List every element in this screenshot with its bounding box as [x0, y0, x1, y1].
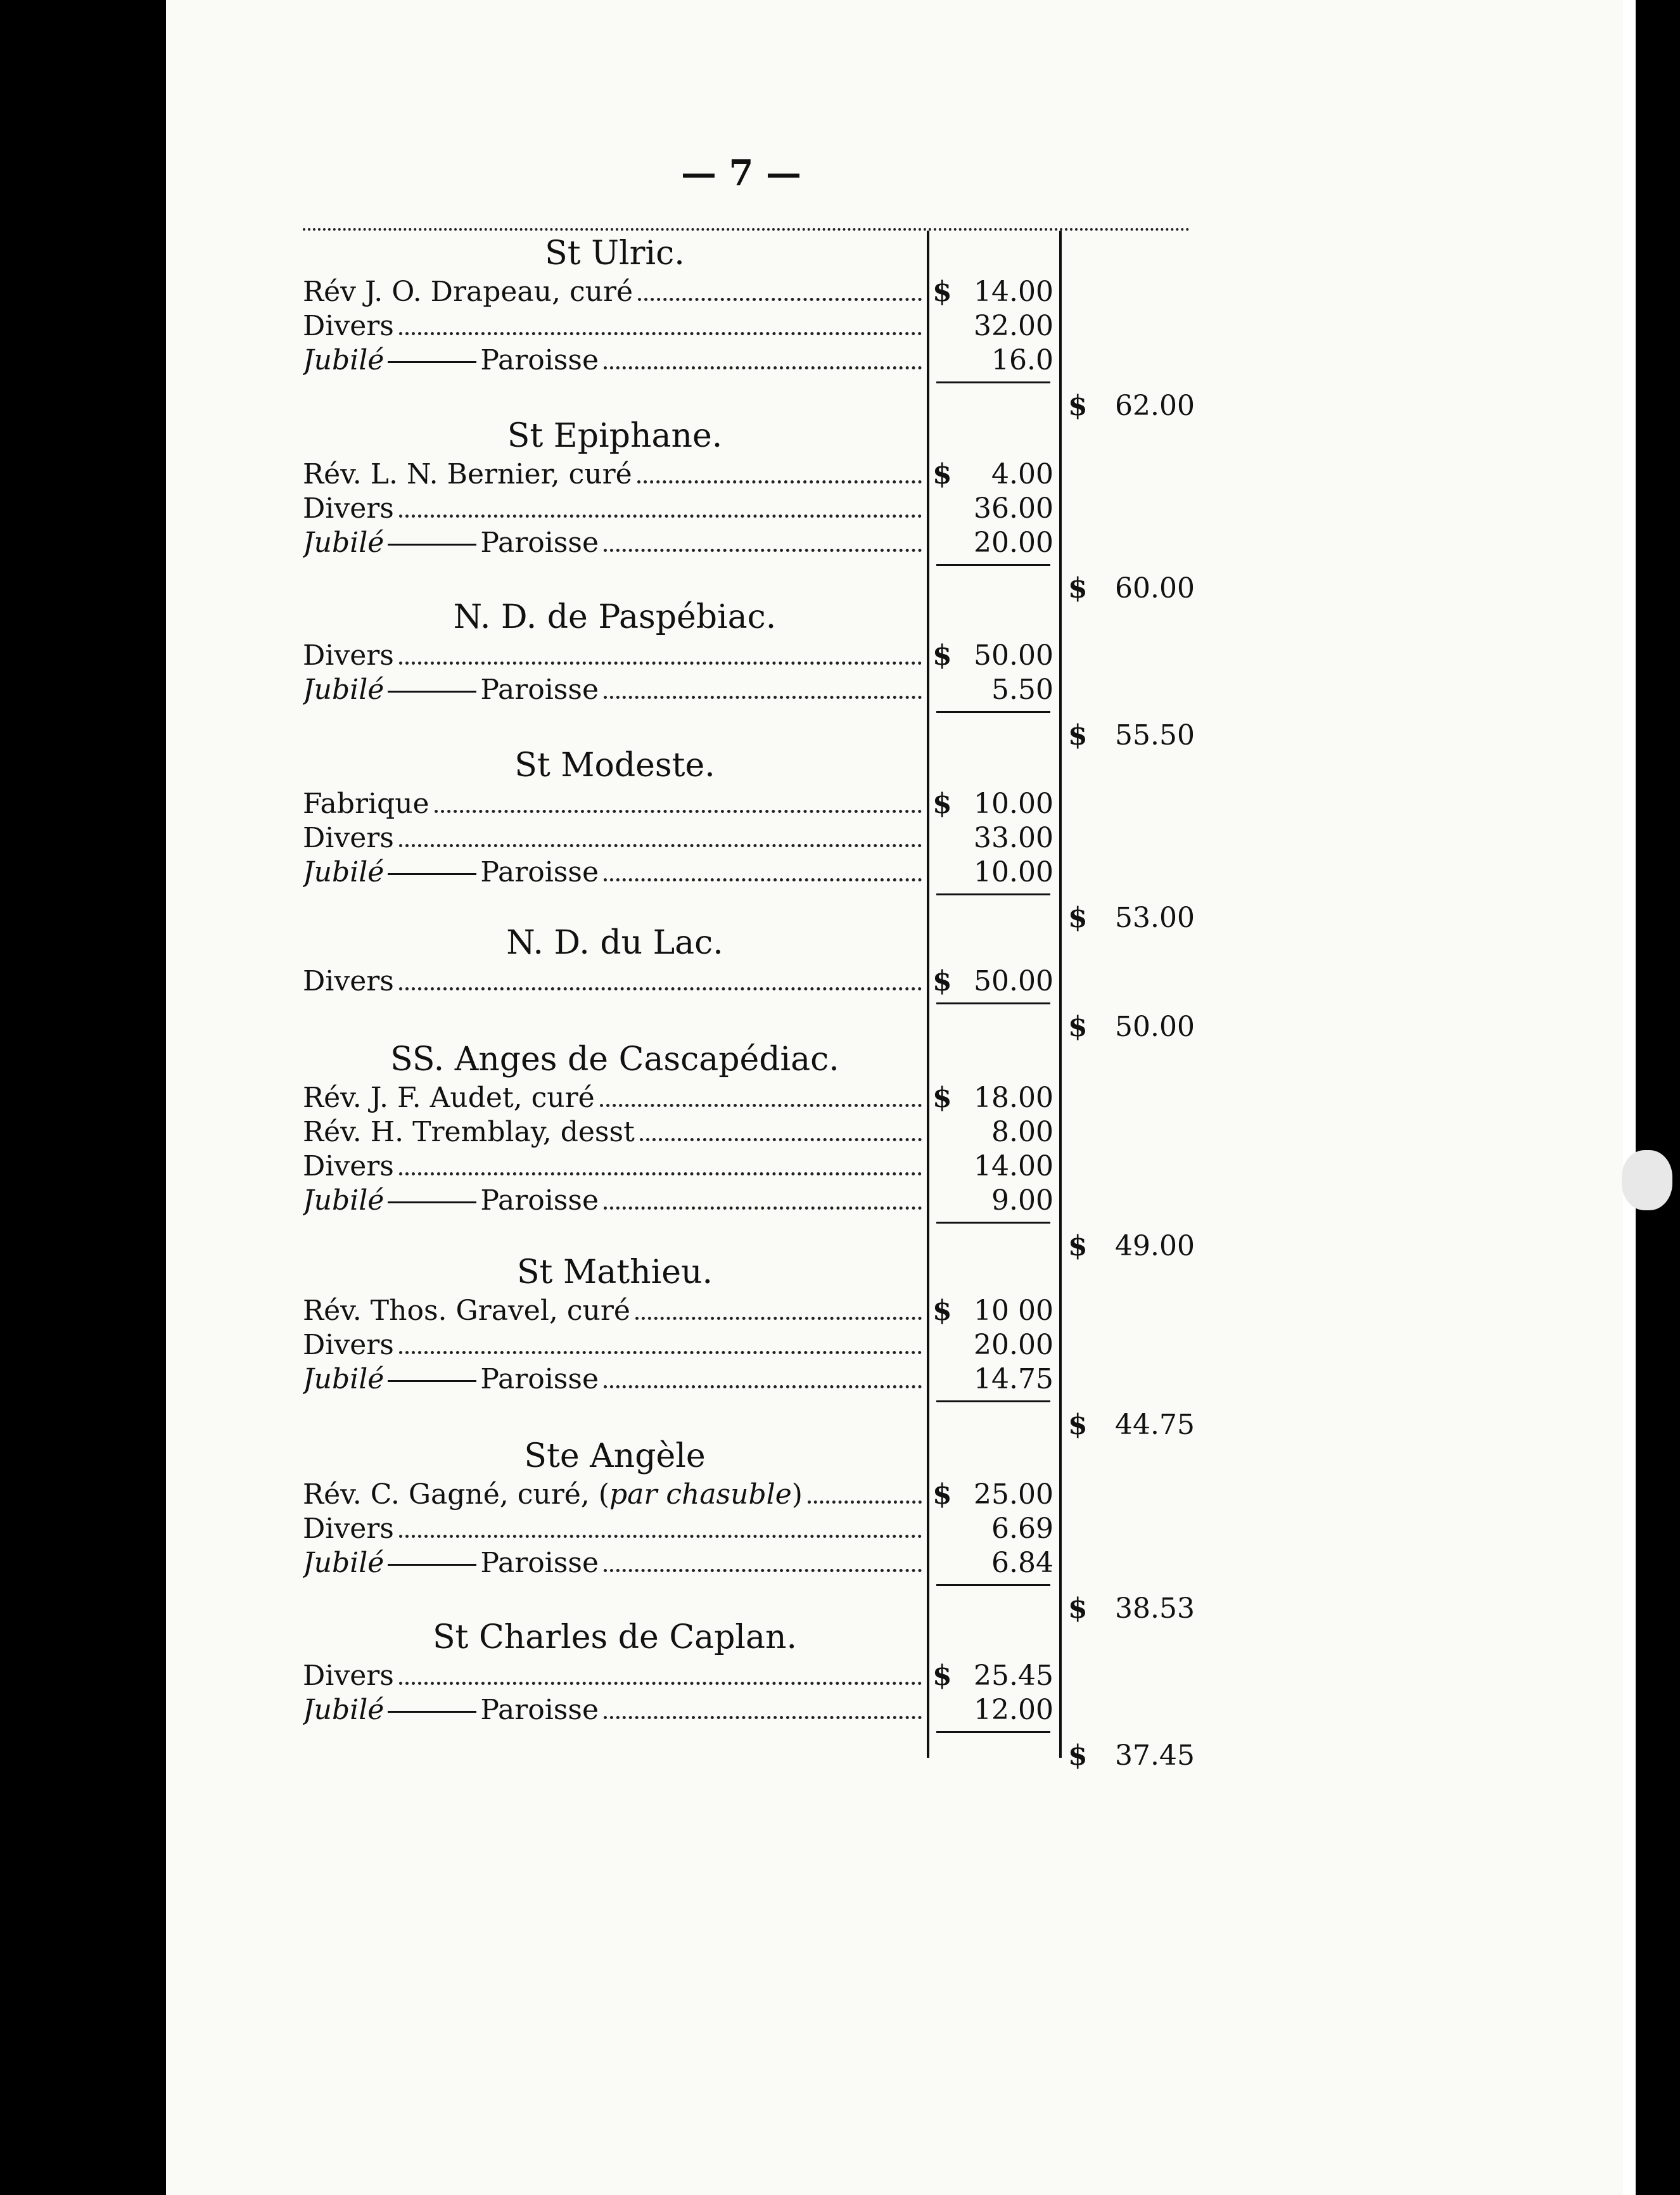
section-title: St Modeste.	[514, 746, 715, 784]
dollar-sign: $	[932, 1478, 952, 1511]
total-value: 55.50	[1115, 719, 1195, 752]
dot-leader	[604, 1206, 922, 1210]
jubile-label: Jubilé	[303, 674, 385, 706]
section-title: St Epiphane.	[507, 417, 723, 455]
row-amount	[929, 639, 1059, 673]
paroisse-label: Paroisse	[480, 1363, 599, 1395]
label-dash	[388, 361, 476, 363]
ledger-row	[303, 821, 927, 855]
subtotal-rule	[936, 381, 1050, 383]
dollar-sign: $	[932, 1660, 952, 1692]
paroisse-label: Paroisse	[480, 1184, 599, 1217]
row-label: Fabrique	[303, 788, 430, 820]
total-value: 50.00	[1115, 1011, 1195, 1043]
row-label	[303, 1693, 599, 1727]
subtotal-rule	[936, 1002, 1050, 1004]
label-dash	[388, 873, 476, 875]
section-title: Ste Angèle	[524, 1437, 706, 1475]
amount-value: 25.45	[974, 1660, 1053, 1692]
row-amount	[929, 787, 1059, 821]
row-label: Rév. J. F. Audet, curé	[303, 1082, 595, 1114]
dot-leader	[640, 1138, 922, 1141]
row-amount	[929, 1149, 1059, 1184]
row-amount	[929, 1328, 1059, 1362]
row-amount	[929, 673, 1059, 707]
ledger-row	[303, 1184, 927, 1218]
row-label: Divers	[303, 492, 394, 525]
paroisse-label: Paroisse	[480, 1547, 599, 1579]
ledger-row	[303, 1478, 927, 1512]
label-dash	[388, 1711, 476, 1713]
jubile-label: Jubilé	[303, 1547, 385, 1579]
amount-value: 32.00	[974, 310, 1053, 342]
total-value: 49.00	[1115, 1230, 1195, 1262]
amount-value: 10 00	[974, 1295, 1053, 1327]
dot-leader	[635, 1317, 922, 1320]
total-dollar-sign: $	[1068, 1739, 1088, 1772]
total-dollar-sign: $	[1068, 1230, 1088, 1262]
dot-leader	[604, 1569, 922, 1572]
ledger-row	[303, 673, 927, 707]
amount-value: 25.00	[974, 1478, 1053, 1511]
total-value: 62.00	[1115, 390, 1195, 422]
amount-value: 8.00	[991, 1116, 1053, 1148]
dot-leader	[399, 515, 922, 518]
total-dollar-sign: $	[1068, 1011, 1088, 1043]
ledger-row	[303, 787, 927, 821]
amount-value: 33.00	[974, 822, 1053, 854]
subtotal-rule	[936, 1400, 1050, 1402]
ink-blot-mark	[1622, 1150, 1672, 1210]
dot-leader	[604, 549, 922, 552]
row-label: Rév. H. Tremblay, desst	[303, 1116, 635, 1148]
row-amount	[929, 275, 1059, 309]
row-label	[303, 855, 599, 890]
amount-value: 12.00	[974, 1694, 1053, 1726]
paroisse-label: Paroisse	[480, 344, 599, 376]
ledger-row	[303, 1294, 927, 1328]
row-amount	[929, 1659, 1059, 1693]
row-label: Divers	[303, 965, 394, 997]
row-amount	[929, 821, 1059, 855]
dot-leader	[399, 1351, 922, 1354]
row-label: Rév. L. N. Bernier, curé	[303, 458, 632, 490]
row-label: Rév. Thos. Gravel, curé	[303, 1295, 630, 1327]
subtotal-rule	[936, 564, 1050, 566]
row-amount	[929, 458, 1059, 492]
ledger-row	[303, 1115, 927, 1149]
jubile-label: Jubilé	[303, 1363, 385, 1395]
row-label: Divers	[303, 310, 394, 342]
total-value: 60.00	[1115, 572, 1195, 605]
section-title: N. D. du Lac.	[506, 924, 723, 962]
page-number: — 7 —	[681, 152, 801, 194]
row-amount	[929, 492, 1059, 526]
dot-leader	[399, 844, 922, 847]
ledger-row	[303, 1693, 927, 1727]
dollar-sign: $	[932, 639, 952, 672]
ledger-row	[303, 855, 927, 890]
dollar-sign: $	[932, 965, 952, 997]
total-dollar-sign: $	[1068, 719, 1088, 752]
label-dash	[388, 1564, 476, 1566]
row-amount	[929, 1478, 1059, 1512]
row-amount	[929, 1081, 1059, 1115]
amount-value: 20.00	[974, 1329, 1053, 1361]
ledger-row	[303, 1546, 927, 1580]
section-title: SS. Anges de Cascapédiac.	[390, 1040, 839, 1078]
amount-value: 9.00	[991, 1184, 1053, 1217]
ledger-row	[303, 1362, 927, 1397]
paroisse-label: Paroisse	[480, 674, 599, 706]
dot-leader	[399, 1682, 922, 1685]
dot-leader	[600, 1104, 922, 1107]
row-label	[303, 1184, 599, 1218]
label-dash	[388, 691, 476, 693]
row-label	[303, 343, 599, 378]
row-label: Divers	[303, 1329, 394, 1361]
amount-value: 14.00	[974, 276, 1053, 308]
dollar-sign: $	[932, 276, 952, 308]
section-title: St Charles de Caplan.	[432, 1618, 798, 1656]
ledger-row	[303, 526, 927, 560]
subtotal-rule	[936, 1222, 1050, 1224]
paroisse-label: Paroisse	[480, 1694, 599, 1726]
jubile-label: Jubilé	[303, 1184, 385, 1217]
amount-value: 50.00	[974, 965, 1053, 997]
amount-value: 6.84	[991, 1547, 1053, 1579]
subtotal-rule	[936, 1731, 1050, 1733]
amount-value: 16.0	[991, 344, 1053, 376]
row-amount	[929, 343, 1059, 378]
total-value: 37.45	[1115, 1739, 1195, 1772]
amount-value: 20.00	[974, 527, 1053, 559]
ledger-row	[303, 309, 927, 343]
dot-leader	[399, 1535, 922, 1538]
ledger-row	[303, 458, 927, 492]
row-amount	[929, 1693, 1059, 1727]
dot-leader	[638, 298, 922, 301]
row-amount	[929, 309, 1059, 343]
row-label: Divers	[303, 639, 394, 672]
row-amount	[929, 1115, 1059, 1149]
dollar-sign: $	[932, 788, 952, 820]
ledger-row	[303, 275, 927, 309]
row-label: Rév J. O. Drapeau, curé	[303, 276, 633, 308]
paroisse-label: Paroisse	[480, 856, 599, 888]
dot-leader	[604, 878, 922, 881]
row-amount	[929, 1294, 1059, 1328]
dot-leader	[435, 810, 922, 813]
total-dollar-sign: $	[1068, 1409, 1088, 1441]
subtotal-rule	[936, 711, 1050, 713]
amount-value: 14.75	[974, 1363, 1053, 1395]
row-amount	[929, 526, 1059, 560]
label-dash	[388, 544, 476, 546]
ledger-row	[303, 1659, 927, 1693]
section-title: St Mathieu.	[516, 1253, 713, 1291]
dot-leader	[604, 1385, 922, 1388]
section-title: St Ulric.	[545, 234, 685, 272]
donor-name: Rév. C. Gagné, curé, (	[303, 1478, 609, 1511]
row-label: Divers	[303, 1660, 394, 1692]
jubile-label: Jubilé	[303, 1694, 385, 1726]
row-amount	[929, 1512, 1059, 1546]
row-label	[303, 526, 599, 560]
ledger-row	[303, 1081, 927, 1115]
dot-leader	[399, 332, 922, 335]
dot-leader	[604, 1716, 922, 1719]
row-amount	[929, 1362, 1059, 1397]
dot-leader	[399, 1172, 922, 1175]
ledger-row	[303, 964, 927, 999]
amount-value: 50.00	[974, 639, 1053, 672]
ledger-row	[303, 343, 927, 378]
ledger-row	[303, 1328, 927, 1362]
dollar-sign: $	[932, 1082, 952, 1114]
dot-leader	[808, 1501, 922, 1504]
row-amount	[929, 1546, 1059, 1580]
jubile-label: Jubilé	[303, 344, 385, 376]
row-label	[303, 1362, 599, 1397]
amount-value: 10.00	[974, 788, 1053, 820]
row-label: Divers	[303, 1513, 394, 1545]
total-value: 53.00	[1115, 902, 1195, 934]
paroisse-label: Paroisse	[480, 527, 599, 559]
ledger-row	[303, 1149, 927, 1184]
amount-value: 6.69	[991, 1513, 1053, 1545]
top-dotted-rule	[303, 228, 1190, 231]
dollar-sign: $	[932, 458, 952, 490]
section-title: N. D. de Paspébiac.	[453, 598, 777, 636]
total-column-rule	[1059, 231, 1062, 1758]
label-dash	[388, 1380, 476, 1382]
dollar-sign: $	[932, 1295, 952, 1327]
ledger-row	[303, 492, 927, 526]
dot-leader	[604, 696, 922, 699]
dot-leader	[399, 987, 922, 990]
paren-close: )	[791, 1478, 803, 1511]
row-label: Divers	[303, 1150, 394, 1182]
subtotal-rule	[936, 1584, 1050, 1586]
row-label	[303, 673, 599, 707]
ledger-row	[303, 639, 927, 673]
jubile-label: Jubilé	[303, 856, 385, 888]
page-edge	[1623, 0, 1636, 2195]
row-label	[303, 1478, 803, 1512]
label-dash	[388, 1201, 476, 1203]
dot-leader	[637, 480, 922, 483]
subtotal-rule	[936, 893, 1050, 895]
total-dollar-sign: $	[1068, 390, 1088, 422]
row-amount	[929, 964, 1059, 999]
amount-value: 36.00	[974, 492, 1053, 525]
amount-value: 14.00	[974, 1150, 1053, 1182]
row-label	[303, 1546, 599, 1580]
ledger-row	[303, 1512, 927, 1546]
amount-value: 10.00	[974, 856, 1053, 888]
chasuble-note: par chasuble	[609, 1478, 792, 1511]
jubile-label: Jubilé	[303, 527, 385, 559]
dot-leader	[399, 662, 922, 665]
total-dollar-sign: $	[1068, 1592, 1088, 1625]
dot-leader	[604, 366, 922, 369]
total-value: 44.75	[1115, 1409, 1195, 1441]
total-dollar-sign: $	[1068, 902, 1088, 934]
amount-value: 4.00	[991, 458, 1053, 490]
row-amount	[929, 1184, 1059, 1218]
amount-value: 18.00	[974, 1082, 1053, 1114]
row-label: Divers	[303, 822, 394, 854]
row-amount	[929, 855, 1059, 890]
total-value: 38.53	[1115, 1592, 1195, 1625]
amount-value: 5.50	[991, 674, 1053, 706]
total-dollar-sign: $	[1068, 572, 1088, 605]
